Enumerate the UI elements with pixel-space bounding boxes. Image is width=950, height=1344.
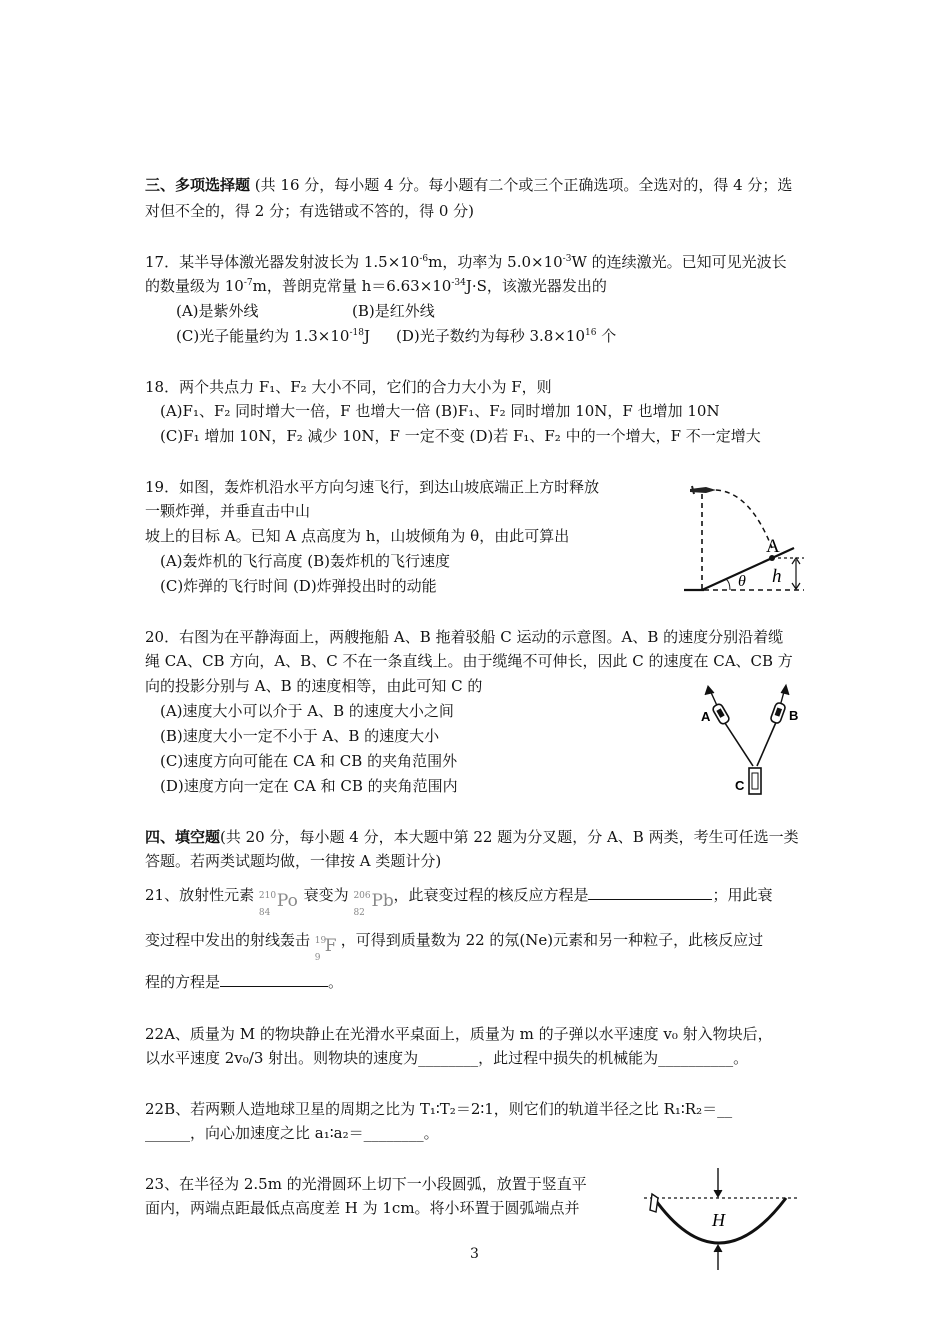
figure-label-b: B: [789, 708, 799, 723]
q21-answer-blank-2[interactable]: [220, 972, 328, 987]
bomber-slope-figure: [680, 478, 810, 594]
q20-line1: 20．右图为在平静海面上，两艘拖船 A、B 拖着驳船 C 运动的示意图。A、B 的速度分别沿着缆: [145, 628, 784, 646]
tugboat-figure: [695, 680, 815, 800]
q17-option-d: (D)光子数约为每秒 $3.8\times 10^{16}$ 个: [396, 327, 617, 345]
figure-label-a: A: [766, 536, 780, 557]
q20-option-d: (D)速度方向一定在 CA 和 CB 的夹角范围内: [160, 777, 458, 795]
section3-header: [145, 175, 792, 195]
q18-options-ab: (A)F₁、F₂ 同时增大一倍，F 也增大一倍 (B)F₁、F₂ 同时增加 10N，F 也增加 10N: [160, 402, 720, 420]
page-number: 3: [470, 1246, 479, 1262]
q17-option-a: (A)是紫外线: [176, 302, 259, 320]
arc-figure: [642, 1164, 802, 1272]
q19-line2: 一颗炸弹，并垂直击中山: [145, 502, 311, 520]
section3-desc-2: 对但不全的，得 2 分；有选错或不答的，得 0 分): [145, 202, 475, 220]
q18-options-cd: (C)F₁ 增加 10N，F₂ 减少 10N，F 一定不变 (D)若 F₁、F₂ 中的一个增大，F 不一定增大: [160, 427, 761, 445]
figure-label-h: h: [772, 566, 782, 587]
q19-options-ab: (A)轰炸机的飞行高度 (B)轰炸机的飞行速度: [160, 552, 451, 570]
q19-line3: 坡上的目标 A。已知 A 点高度为 h，山坡倾角为 θ，由此可算出: [145, 527, 570, 545]
figure-label-a: A: [701, 709, 711, 724]
q21-answer-blank-1[interactable]: [588, 885, 712, 900]
plane-icon: [690, 486, 716, 494]
q22b-line1: 22B、若两颗人造地球卫星的周期之比为 T₁∶T₂＝2∶1，则它们的轨道半径之比 R₁∶R₂＝__: [145, 1100, 733, 1118]
section4-title: 四、填空题: [145, 828, 221, 846]
figure-label-h: H: [712, 1210, 725, 1230]
q17-option-c: (C)光子能量约为 $1.3\times 10^{-18}J$: [176, 327, 370, 345]
q21-line1: 21、放射性元素 210 84 Po 衰变为 206 82 Pb ，此衰变过程的核反应方程是 ；用此衰: [145, 886, 773, 918]
boat-b-icon: [770, 702, 786, 724]
figure-label-c: C: [735, 778, 745, 793]
barge-c-icon: [749, 768, 761, 794]
q17-line1: 17．某半导体激光器发射波长为 $1.5\times 10^{-6}m$，功率为 $5.0\times 10^{-3}W$ 的连续激光。已知可见光波长: [145, 253, 787, 271]
section4-desc-1: (共 20 分，每小题 4 分，本大题中第 22 题为分叉题，分 A、B 两类，考生可任选一类: [220, 828, 799, 846]
figure-label-theta: θ: [738, 573, 746, 590]
q18-line1: 18．两个共点力 F₁、F₂ 大小不同，它们的合力大小为 F，则: [145, 378, 552, 396]
q23-line2: 面内，两端点距最低点高度差 H 为 1cm。将小环置于圆弧端点并: [145, 1199, 580, 1217]
q20-line2: 绳 CA、CB 方向，A、B、C 不在一条直线上。由于缆绳不可伸长，因此 C 的速度在 CA、CB 方: [145, 652, 793, 670]
q20-option-a: (A)速度大小可以介于 A、B 的速度大小之间: [160, 702, 454, 720]
section3-title: 三、多项选择题: [145, 176, 251, 194]
isotope-pb: 206 82 Pb: [353, 891, 394, 918]
q19-options-cd: (C)炸弹的飞行时间 (D)炸弹投出时的动能: [160, 577, 437, 595]
q20-option-b: (B)速度大小一定不小于 A、B 的速度大小: [160, 727, 440, 745]
q22a-line1: 22A、质量为 M 的物块静止在光滑水平桌面上，质量为 m 的子弹以水平速度 v₀ 射入物块后，: [145, 1025, 773, 1043]
q21-line3: 程的方程是 。: [145, 973, 344, 991]
q21-line2: 变过程中发出的射线轰击 19 9 F ，可得到质量数为 22 的氖(Ne)元素和另一种粒子，此核反应过: [145, 931, 764, 963]
q20-line3: 向的投影分别与 A、B 的速度相等，由此可知 C 的: [145, 677, 483, 695]
isotope-f: 19 9 F: [314, 936, 337, 963]
q22b-line2: ______，向心加速度之比 a₁∶a₂＝________。: [145, 1124, 439, 1142]
boat-a-icon: [712, 703, 731, 725]
section4-desc-2: 答题。若两类试题均做，一律按 A 类题计分): [145, 852, 442, 870]
ring-icon: [650, 1194, 658, 1212]
isotope-po: 210 84 Po: [258, 891, 298, 918]
q17-option-b: (B)是红外线: [352, 302, 435, 320]
section3-desc-1: (共 16 分，每小题 4 分。每小题有二个或三个正确选项。全选对的，得 4 分；选: [250, 176, 793, 194]
q17-line2: 的数量级为 $10^{-7}m$，普朗克常量 $h=6.63\times 10^{-34}J\cdot S$，该激光器发出的: [145, 277, 607, 295]
q23-line1: 23、在半径为 2.5m 的光滑圆环上切下一小段圆弧，放置于竖直平: [145, 1175, 587, 1193]
q19-line1: 19．如图，轰炸机沿水平方向匀速飞行，到达山坡底端正上方时释放: [145, 478, 600, 496]
q22a-line2: 以水平速度 2v₀/3 射出。则物块的速度为________，此过程中损失的机械能为__________。: [145, 1049, 749, 1067]
q20-option-c: (C)速度方向可能在 CA 和 CB 的夹角范围外: [160, 752, 458, 770]
section4-header: [145, 827, 799, 847]
